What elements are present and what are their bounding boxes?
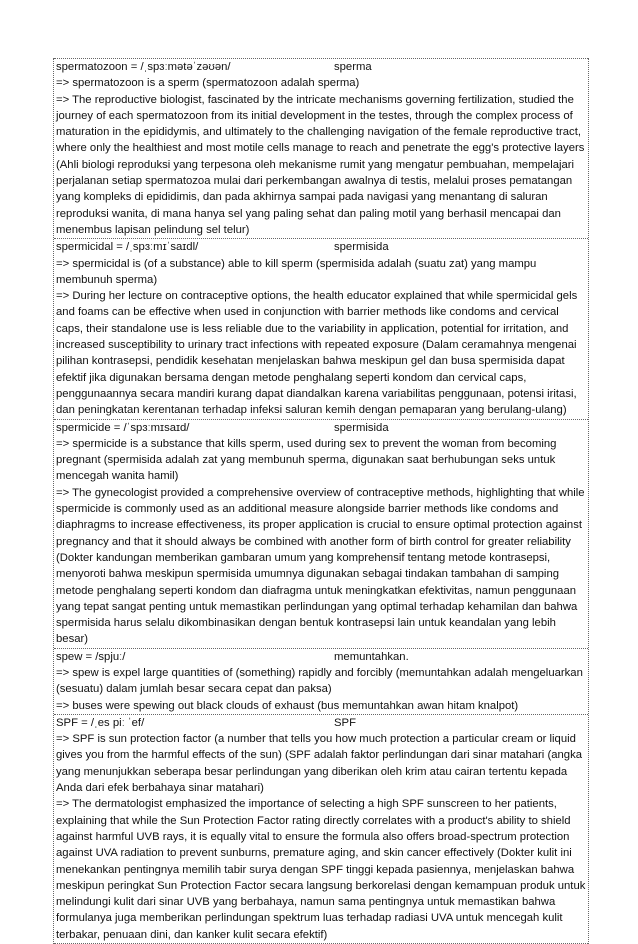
- definition: => SPF is sun protection factor (a number that tells you how much protection a particular cream or liquid gives you from the harmful effects of the sun) (SPF adalah faktor perlindungan dari sinar matahari (angka yang menunjukkan seberapa besar perlindungan yang diberikan oleh krim atau cairan tertentu kepada Anda dari efek berbahaya sinar matahari): [56, 733, 583, 795]
- example-sentence: => During her lecture on contraceptive options, the health educator explained that while spermicidal gels and foams can be effective when used in conjunction with barrier methods like condoms and cervical caps, their standalone use is less reliable due to the variability in application, potential for irritation, and increased susceptibility to urinary tract infections with repeated exposure (Dalam ceramahnya mengenai pilihan kontrasepsi, pendidik kesehatan menjelaskan bahwa meskipun gel dan busa spermisida dapat efektif jika digunakan bersama dengan metode penghalang seperti kondom dan cervical caps, penggunaannya secara mandiri kurang dapat diandalkan karena variabilitas penggunaan, potensi iritasi, dan peningkatan kerentanan terhadap infeksi saluran kemih dengan pemaparan yang berulang-ulang): [56, 290, 578, 417]
- term-pronunciation: spew = /spjuː/: [56, 650, 126, 663]
- entry-header: [56, 420, 586, 436]
- entry-spermatozoon: [54, 58, 588, 238]
- term-pronunciation: spermicidal = /ˌspɜːmɪˈsaɪdl/: [56, 241, 199, 254]
- entry-header: [56, 715, 586, 731]
- term-pronunciation: spermatozoon = /ˌspɜːmətəˈzəʊən/: [56, 61, 231, 73]
- definition: => spew is expel large quantities of (something) rapidly and forcibly (memuntahkan adalah mengeluarkan (sesuatu) dalam jumlah besar secara cepat dan paksa): [56, 666, 583, 696]
- example-sentence: => buses were spewing out black clouds of exhaust (bus memuntahkan awan hitam knalpot): [56, 699, 519, 712]
- term-translation: spermisida: [334, 241, 389, 254]
- example-sentence: => The reproductive biologist, fascinated by the intricate mechanisms governing fertilization, studied the journey of each spermatozoon from its initial development in the testes, through the complex process of maturation in the epididymis, and ultimately to the challenging navigation of the female reproductive tract, where only the healthiest and most motile cells manage to reach and penetrate the egg's protective layers (Ahli biologi reproduksi yang terpesona oleh mekanisme rumit yang mengatur pembuahan, mempelajari perjalanan setiap spermatozoa mulai dari perkembangan awalnya di testis, melalui proses pematangan yang kompleks di epididimis, dan pada akhirnya sampai pada navigasi yang menantang di saluran reproduksi wanita, di mana hanya sel yang paling sehat dan paling motil yang berhasil mencapai dan menembus lapisan pelindung sel telur): [56, 93, 585, 236]
- entry-header: [56, 649, 586, 665]
- entry-header: [56, 239, 586, 255]
- term-translation: spermisida: [334, 421, 389, 434]
- definition: => spermicidal is (of a substance) able to kill sperm (spermisida adalah (suatu zat) yang mampu membunuh sperma): [56, 257, 537, 286]
- entry-spf: [54, 714, 588, 944]
- term-translation: sperma: [334, 61, 372, 73]
- entry-spermicide: [54, 419, 588, 648]
- term-pronunciation: SPF = /ˌes piː ˈef/: [56, 716, 145, 729]
- definition: => spermicide is a substance that kills sperm, used during sex to prevent the woman from becoming pregnant (spermisida adalah zat yang membunuh sperma, digunakan saat berhubungan seks untuk mencegah wanita hamil): [56, 437, 557, 483]
- term-translation: SPF: [334, 716, 356, 729]
- example-sentence: => The dermatologist emphasized the importance of selecting a high SPF sunscreen to her patients, explaining that while the Sun Protection Factor rating directly correlates with a product's ability to shield against harmful UVB rays, it is equally vital to ensure the formula also offers broad-spectrum protection against UVA radiation to prevent sunburns, premature aging, and skin cancer effectively (Dokter kulit ini menekankan pentingnya memilih tabir surya dengan SPF tinggi kepada pasiennya, menjelaskan bahwa meskipun peringkat Sun Protection Factor secara langsung berkorelasi dengan kemampuan produk untuk melindungi kulit dari sinar UVB yang berbahaya, namun sama pentingnya untuk memastikan bahwa formulanya juga memberikan perlindungan spektrum luas terhadap radiasi UVA untuk mencegah kulit terbakar, penuaan dini, dan kanker kulit secara efektif): [56, 798, 586, 941]
- term-translation: memuntahkan.: [334, 650, 409, 663]
- entry-header: [56, 59, 586, 75]
- definition: => spermatozoon is a sperm (spermatozoon adalah sperma): [56, 77, 360, 90]
- entry-spew: [54, 648, 588, 714]
- term-pronunciation: spermicide = /ˈspɜːmɪsaɪd/: [56, 421, 190, 434]
- entry-spermicidal: [54, 238, 588, 418]
- vocabulary-table: [53, 58, 589, 944]
- example-sentence: => The gynecologist provided a comprehensive overview of contraceptive methods, highlighting that while spermicide is commonly used as an additional measure alongside barrier methods like condoms and diaphragms to increase effectiveness, its proper application is crucial to ensure optimal protection against pregnancy and that it should always be combined with another form of birth control for greater reliability (Dokter kandungan memberikan gambaran umum yang komprehensif tentang metode kontrasepsi, menyoroti bahwa meskipun spermisida umumnya digunakan sebagai tindakan tambahan di samping metode penghalang seperti kondom dan diafragma untuk meningkatkan efektivitas, namun penggunaan yang tepat sangat penting untuk memastikan perlindungan yang optimal terhadap kehamilan dan bahwa spermisida harus selalu dikombinasikan dengan bentuk kontrasepsi lain untuk keandalan yang lebih besar): [56, 486, 585, 646]
